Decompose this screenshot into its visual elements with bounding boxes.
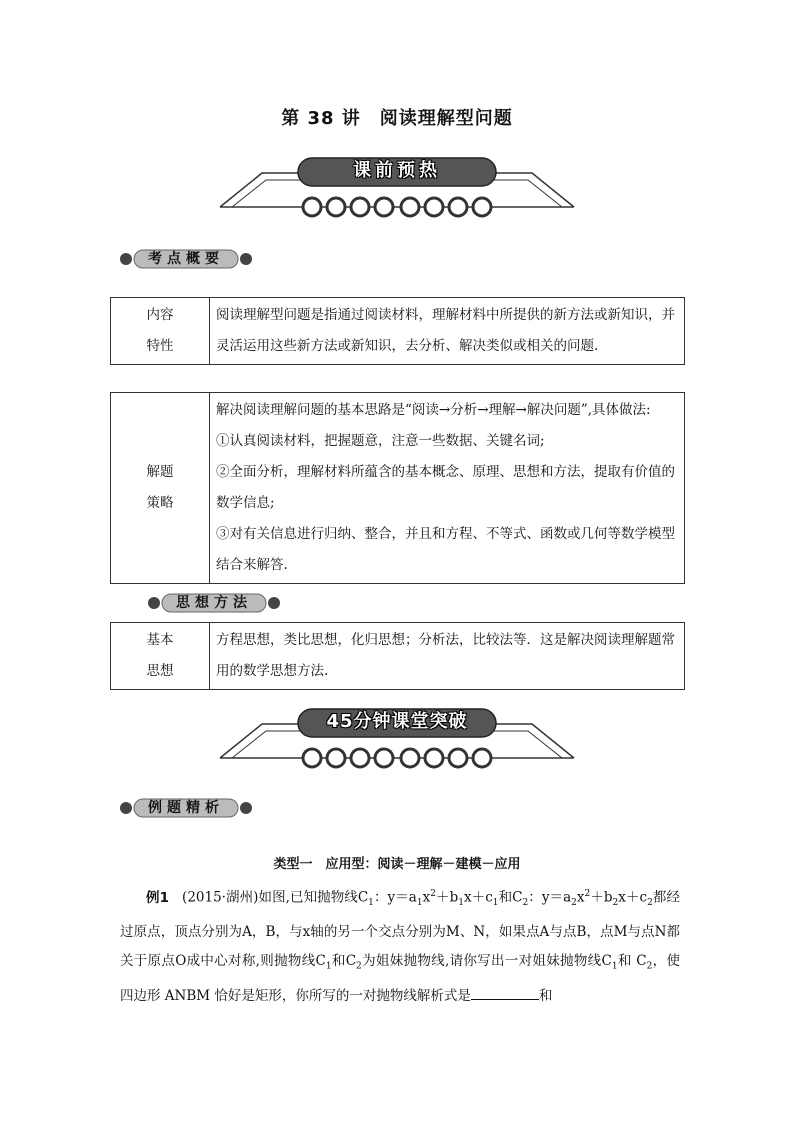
row-content: 方程思想，类比思想，化归思想；分析法，比较法等．这是解决阅读理解题常用的数学思想方法. xyxy=(210,623,685,690)
content-traits-table xyxy=(110,297,685,365)
label-line: 思想 xyxy=(146,663,174,679)
row-content xyxy=(210,393,685,584)
strategy-line: ③对有关信息进行归纳、整合，并且和方程、不等式、函数或几何等数学模型结合来解答. xyxy=(216,526,675,573)
pill-label: 例题精析 xyxy=(148,800,224,816)
banner-label: 45分钟课堂突破 xyxy=(326,711,468,732)
example-text: ，使四边形 ANBM 恰好是矩形，你所写的一对抛物线解析式是 xyxy=(120,953,680,1004)
example-label: 例1 xyxy=(146,889,169,906)
strategy-table xyxy=(110,392,685,584)
pill-methods xyxy=(146,592,282,614)
section-heading: 类型一 应用型：阅读－理解－建模－应用 xyxy=(273,857,521,872)
row-label xyxy=(111,623,210,690)
pill-exam-points xyxy=(118,248,254,270)
pill-label: 考点概要 xyxy=(148,251,224,267)
label-line: 策略 xyxy=(146,495,174,511)
banner-breakthrough xyxy=(0,706,794,776)
banner-pre-class xyxy=(0,155,794,225)
label-line: 基本 xyxy=(146,632,174,648)
page-title: 第 38 讲 阅读理解型问题 xyxy=(281,108,513,129)
row-content: 阅读理解型问题是指通过阅读材料，理解材料中所提供的新方法或新知识，并灵活运用这些新方法或新知识，去分析、解决类似或相关的问题. xyxy=(210,298,685,365)
basic-thinking-table xyxy=(110,622,685,690)
example-text: 如图,已知抛物线C xyxy=(258,889,369,906)
label-line: 特性 xyxy=(146,338,174,354)
strategy-line: 解决阅读理解问题的基本思路是“阅读→分析→理解→解决问题”,具体做法: xyxy=(216,402,651,418)
answer-blank[interactable] xyxy=(471,985,539,1000)
row-label xyxy=(111,393,210,584)
row-label xyxy=(111,298,210,365)
example-1: 例1 (2015·湖州)如图,已知抛物线$C_1$：$y=a_1x^2+b_1x+c_1$和$C_2$：$y=a_2x^2+b_2x+c_2$都经过原点，顶点分别为A，B，与x轴的另一个交点分别为M、N，如果点A与点B，点M与点N都关于原点O成中心对称,则抛物线$C_1$和$C_2$为姐妹抛物线,请你写出一对姐妹抛物线$C_1$和 $C_2$，使四边形 ANBM 恰好是矩形，你所写的一对抛物线解析式是 和 xyxy=(120,889,680,1004)
pill-examples xyxy=(118,797,254,819)
pill-label: 思想方法 xyxy=(176,595,252,611)
banner-label: 课前预热 xyxy=(353,160,441,181)
example-source: (2015·湖州) xyxy=(182,889,259,906)
example-text: 经过原点，顶点分别为A，B，与x轴的另一个交点分别为M、N，如果点A与点B，点M与点N都关于原点O成中心对称,则抛物线C xyxy=(120,889,680,970)
label-line: 内容 xyxy=(146,307,174,323)
example-text: 为姐妹抛物线,请你写出一对姐妹抛物线C xyxy=(361,953,612,970)
strategy-line: ②全面分析，理解材料所蕴含的基本概念、原理、思想和方法，提取有价值的数学信息; xyxy=(216,464,675,511)
strategy-line: ①认真阅读材料，把握题意，注意一些数据、关键名词; xyxy=(216,433,545,449)
label-line: 解题 xyxy=(146,464,174,480)
